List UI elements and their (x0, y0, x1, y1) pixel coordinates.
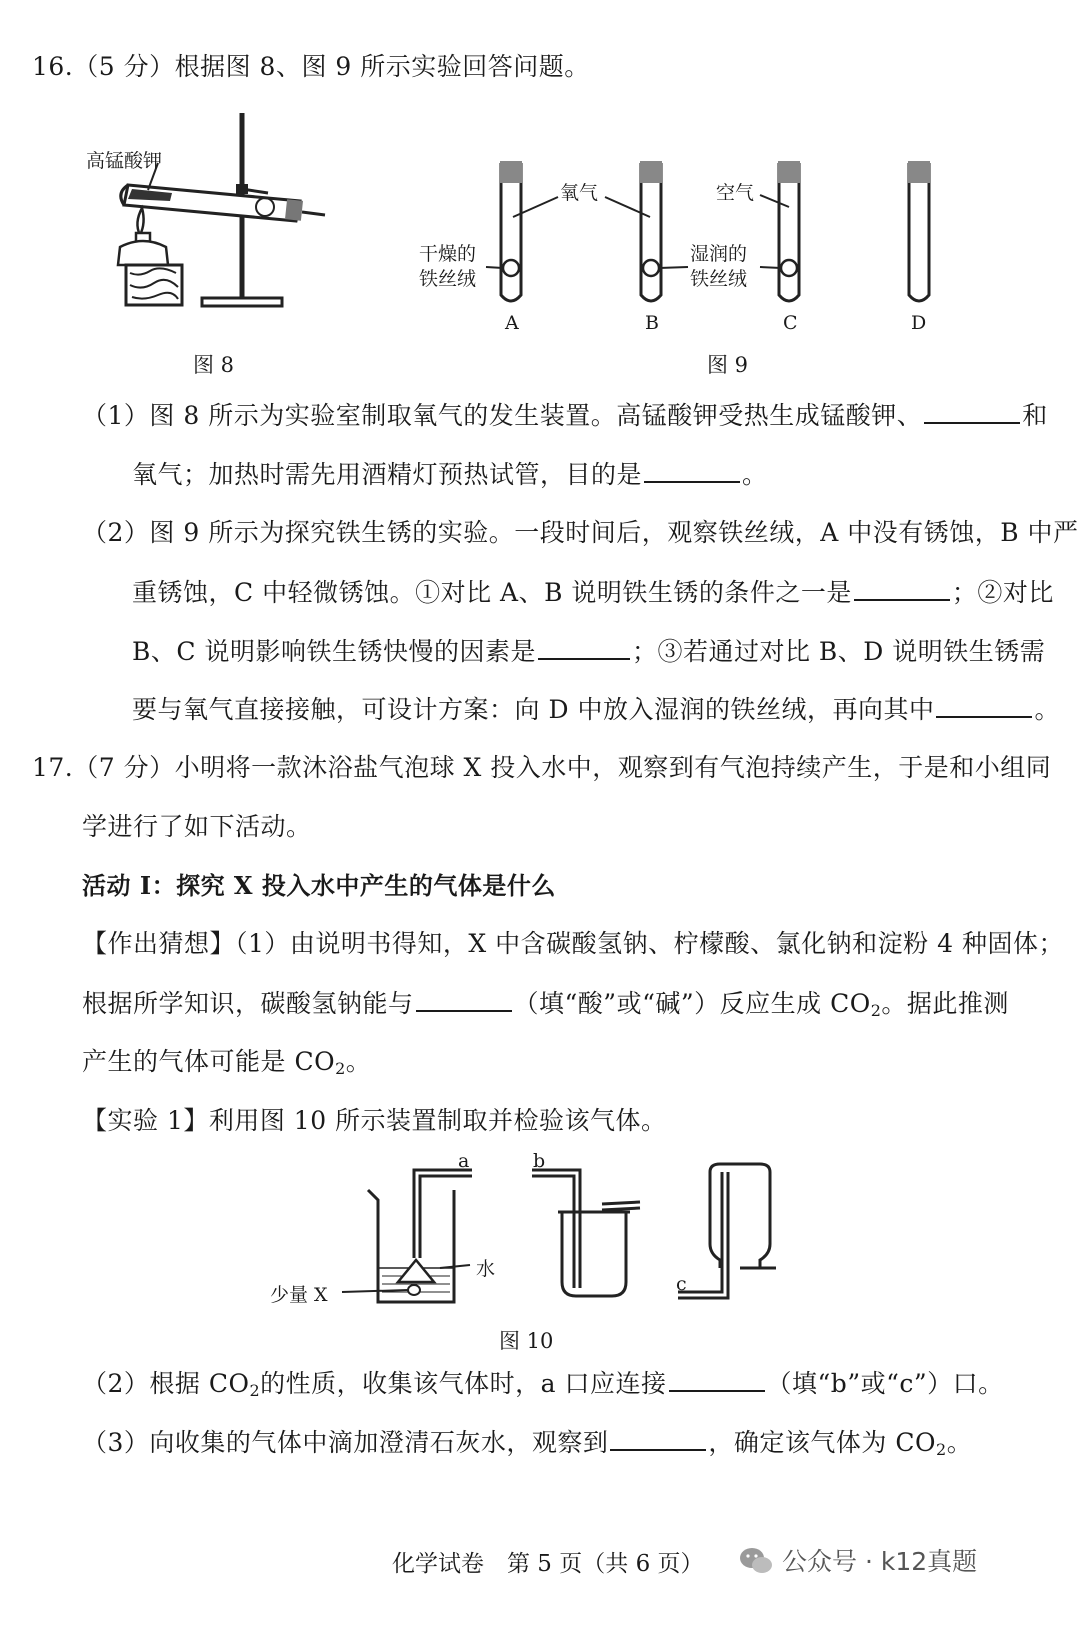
q17-part3: （3）向收集的气体中滴加澄清石灰水，观察到 ，确定该气体为 $CO_2$。 (82, 1425, 972, 1467)
tube-label-c: C (783, 312, 798, 334)
figure-10-caption: 图 10 (499, 1329, 554, 1353)
label-x: 少量 X (270, 1284, 328, 1306)
figure-10-apparatus (330, 1150, 790, 1310)
q17-intro-line1: 17.（7 分）小明将一款沐浴盐气泡球 X 投入水中，观察到有气泡持续产生，于是和小组同 (32, 753, 1052, 782)
label-kmno4: 高锰酸钾 (86, 150, 163, 172)
wechat-icon (738, 1545, 774, 1577)
answer-blank[interactable] (610, 1425, 706, 1451)
page-footer: 化学试卷 第 5 页（共 6 页） (392, 1551, 704, 1577)
port-label-b: b (533, 1150, 546, 1172)
label-water: 水 (476, 1258, 496, 1280)
activity-heading: 活动 I：探究 X 投入水中产生的气体是什么 (82, 871, 556, 900)
q16-part2-line2: 重锈蚀，C 中轻微锈蚀。①对比 A、B 说明铁生锈的条件之一是 ；②对比 (132, 575, 1054, 610)
tube-label-d: D (911, 312, 927, 334)
q16-header: 16.（5 分）根据图 8、图 9 所示实验回答问题。 (32, 52, 590, 81)
label-oxygen: 氧气 (560, 182, 599, 204)
tube-label-a: A (505, 312, 519, 334)
figure-8-caption: 图 8 (193, 353, 235, 377)
answer-blank[interactable] (936, 692, 1032, 718)
port-label-c: c (676, 1273, 687, 1295)
answer-blank[interactable] (854, 575, 950, 601)
figure-9-caption: 图 9 (707, 353, 749, 377)
q16-part2-line1: （2）图 9 所示为探究铁生锈的实验。一段时间后，观察铁丝绒，A 中没有锈蚀，B 中严 (82, 518, 1079, 547)
label-wet-1: 湿润的 (690, 243, 748, 265)
figure-9-tubes (400, 155, 960, 315)
watermark: 公众号 · k12真题 (782, 1547, 978, 1576)
q17-intro-line2: 学进行了如下活动。 (82, 812, 312, 841)
experiment-1-line: 【实验 1】利用图 10 所示装置制取并检验该气体。 (82, 1106, 667, 1135)
q17-part2: （2）根据 $CO_2$的性质，收集该气体时，a 口应连接 （填“b”或“c”）口。 (82, 1366, 1004, 1408)
figure-8-apparatus (80, 105, 330, 320)
q16-part1-line2: 氧气；加热时需先用酒精灯预热试管，目的是 。 (132, 457, 768, 492)
label-dry-1: 干燥的 (419, 243, 477, 265)
tube-label-b: B (645, 312, 659, 334)
q16-part1-line1: （1）图 8 所示为实验室制取氧气的发生装置。高锰酸钾受热生成锰酸钾、 和 (82, 398, 1048, 433)
answer-blank[interactable] (416, 986, 512, 1012)
answer-blank[interactable] (644, 457, 740, 483)
guess-line2: 根据所学知识，碳酸氢钠能与 （填“酸”或“碱”）反应生成 $CO_2$。据此推测 (82, 986, 1009, 1028)
guess-line3: 产生的气体可能是 $CO_2$。 (82, 1047, 372, 1078)
label-air: 空气 (716, 182, 755, 204)
label-dry-2: 铁丝绒 (419, 268, 477, 290)
q16-part2-line3: B、C 说明影响铁生锈快慢的因素是 ；③若通过对比 B、D 说明铁生锈需 (132, 634, 1045, 669)
label-wet-2: 铁丝绒 (690, 268, 748, 290)
q16-part2-line4: 要与氧气直接接触，可设计方案：向 D 中放入湿润的铁丝绒，再向其中 。 (132, 692, 1060, 727)
guess-line1: 【作出猜想】（1）由说明书得知，X 中含碳酸氢钠、柠檬酸、氯化钠和淀粉 4 种固体； (82, 929, 1064, 958)
answer-blank[interactable] (669, 1366, 765, 1392)
port-label-a: a (458, 1150, 470, 1172)
answer-blank[interactable] (538, 634, 630, 660)
answer-blank[interactable] (924, 398, 1020, 424)
